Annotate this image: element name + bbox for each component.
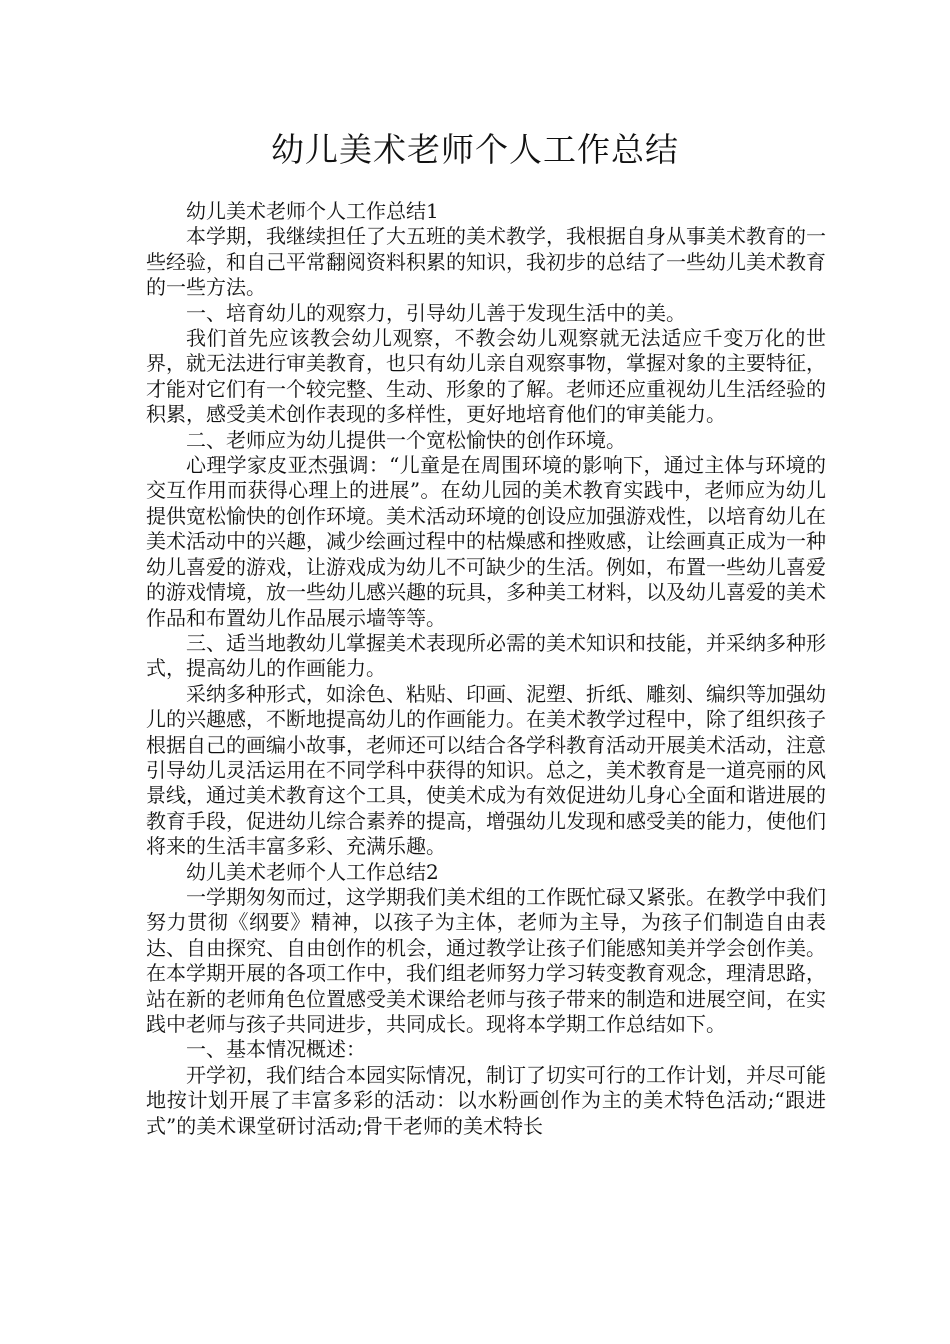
paragraph: 开学初，我们结合本园实际情况，制订了切实可行的工作计划，并尽可能地按计划开展了丰富多彩的活动：以水粉画创作为主的美术特色活动;“跟进式”的美术课堂研讨活动;骨干老师的美术特长 [146,1062,826,1138]
subheading: 三、适当地教幼儿掌握美术表现所必需的美术知识和技能，并采纳多种形式，提高幼儿的作画能力。 [146,630,826,681]
paragraph: 心理学家皮亚杰强调：“儿童是在周围环境的影响下，通过主体与环境的交互作用而获得心理上的进展”。在幼儿园的美术教育实践中，老师应为幼儿提供宽松愉快的创作环境。美术活动环境的创设应加强游戏性，以培育幼儿在美术活动中的兴趣，减少绘画过程中的枯燥感和挫败感，让绘画真正成为一种幼儿喜爱的游戏，让游戏成为幼儿不可缺少的生活。例如，布置一些幼儿喜爱的游戏情境，放一些幼儿感兴趣的玩具，多种美工材料，以及幼儿喜爱的美术作品和布置幼儿作品展示墙等等。 [146,453,826,630]
document-title: 幼儿美术老师个人工作总结 [271,130,679,169]
subheading: 二、老师应为幼儿提供一个宽松愉快的创作环境。 [186,427,626,452]
paragraph: 采纳多种形式，如涂色、粘贴、印画、泥塑、折纸、雕刻、编织等加强幼儿的兴趣感，不断地提高幼儿的作画能力。在美术教学过程中，除了组织孩子根据自己的画编小故事，老师还可以结合各学科教育活动开展美术活动，注意引导幼儿灵活运用在不同学科中获得的知识。总之，美术教育是一道亮丽的风景线，通过美术教育这个工具，使美术成为有效促进幼儿身心全面和谐进展的教育手段，促进幼儿综合素养的提高，增强幼儿发现和感受美的能力，使他们将来的生活丰富多彩、充满乐趣。 [146,681,826,859]
section-heading-1: 幼儿美术老师个人工作总结1 [186,199,439,223]
subheading: 一、培育幼儿的观察力，引导幼儿善于发现生活中的美。 [186,300,686,325]
document-body [146,199,826,1139]
subheading: 一、基本情况概述： [186,1037,366,1062]
section-heading-2: 幼儿美术老师个人工作总结2 [186,859,439,884]
paragraph: 一学期匆匆而过，这学期我们美术组的工作既忙碌又紧张。在教学中我们努力贯彻《纲要》精神，以孩子为主体，老师为主导，为孩子们制造自由表达、自由探究、自由创作的机会，通过教学让孩子们能感知美并学会创作美。在本学期开展的各项工作中，我们组老师努力学习转变教育观念，理清思路，站在新的老师角色位置感受美术课给老师与孩子带来的制造和进展空间，在实践中老师与孩子共同进步，共同成长。现将本学期工作总结如下。 [146,884,826,1036]
paragraph: 我们首先应该教会幼儿观察，不教会幼儿观察就无法适应千变万化的世界，就无法进行审美教育，也只有幼儿亲自观察事物，掌握对象的主要特征，才能对它们有一个较完整、生动、形象的了解。老师还应重视幼儿生活经验的积累，感受美术创作表现的多样性，更好地培育他们的审美能力。 [146,326,826,427]
paragraph: 本学期，我继续担任了大五班的美术教学，我根据自身从事美术教育的一些经验，和自己平常翻阅资料积累的知识，我初步的总结了一些幼儿美术教育的一些方法。 [146,224,826,300]
